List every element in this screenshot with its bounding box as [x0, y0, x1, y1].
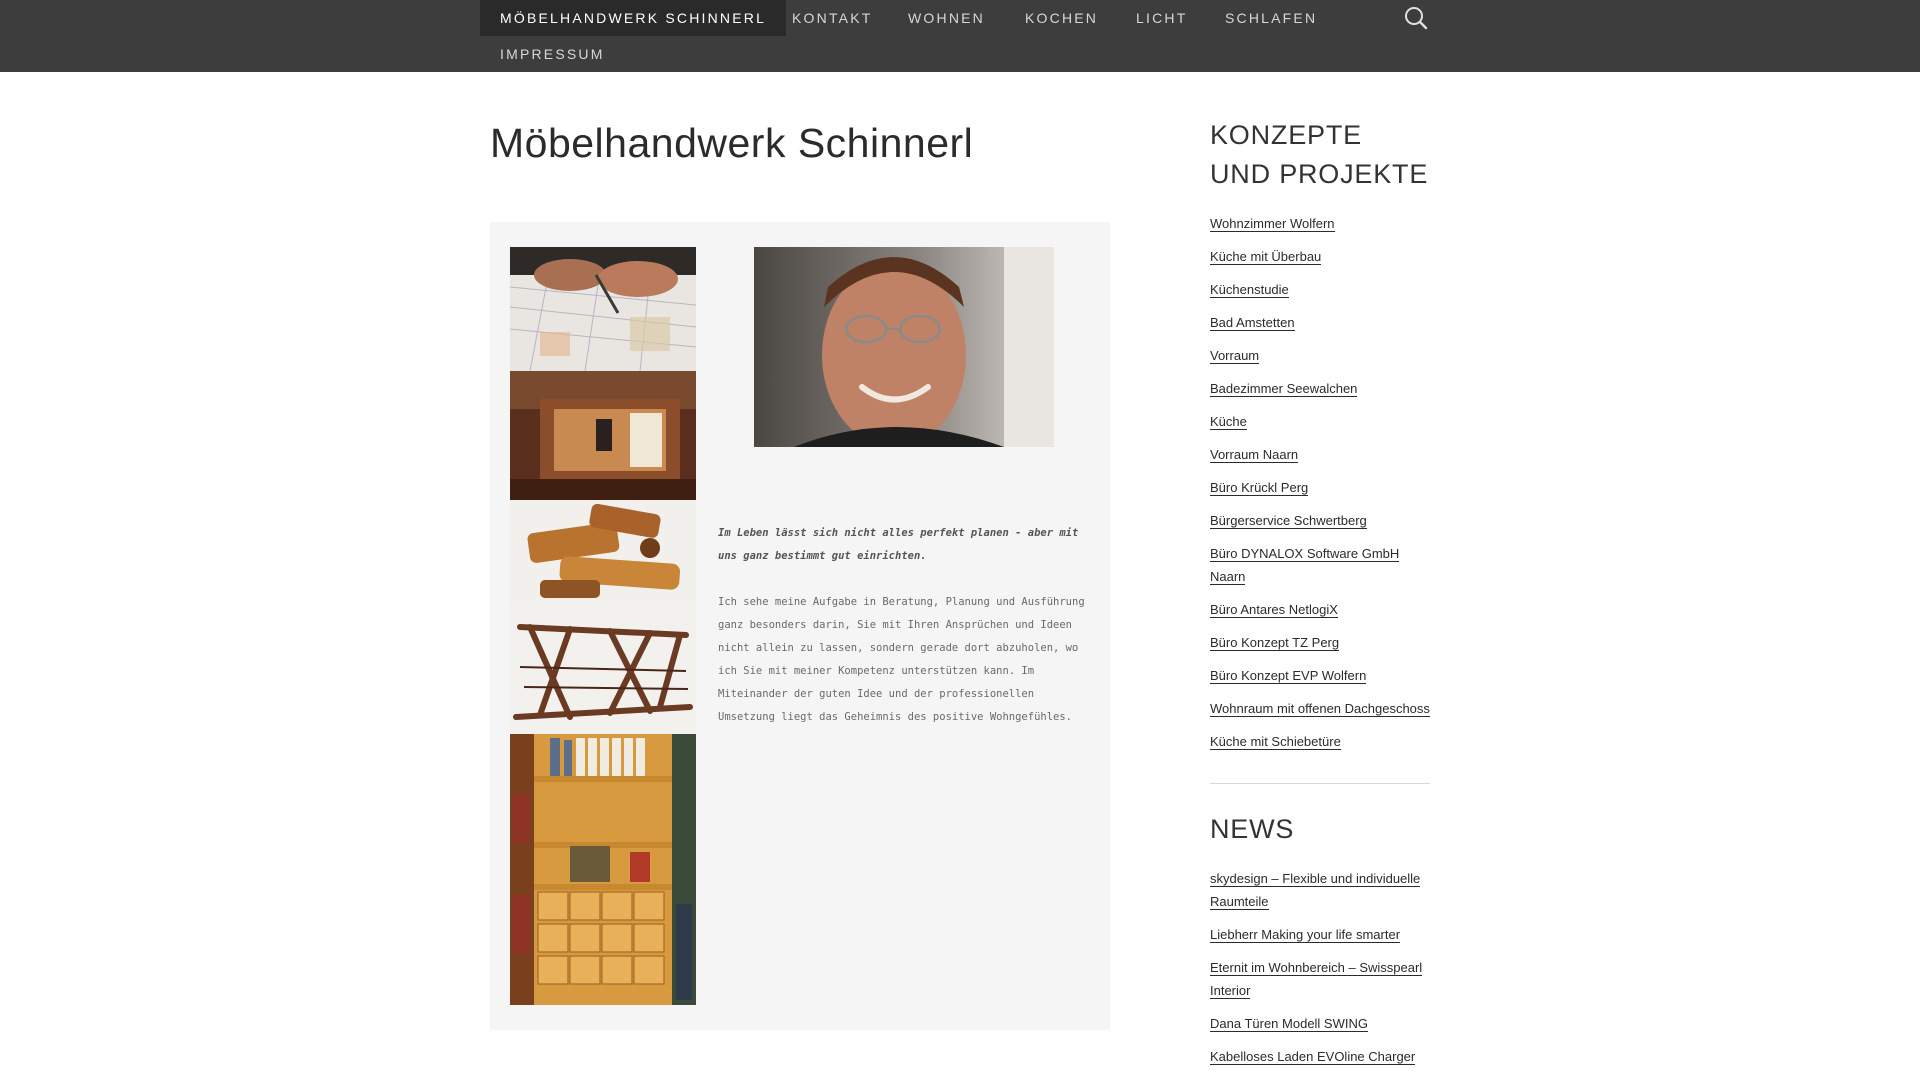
- list-item: [1210, 311, 1430, 334]
- nav-item-schlafen[interactable]: SCHLAFEN: [1225, 10, 1318, 26]
- photo-wooden-frame: [510, 607, 696, 734]
- project-link[interactable]: Küche: [1210, 414, 1247, 429]
- nav-item-licht[interactable]: LICHT: [1136, 10, 1188, 26]
- news-link[interactable]: Dana Türen Modell SWING: [1210, 1016, 1368, 1031]
- list-item: [1210, 730, 1430, 753]
- list-item: [1210, 212, 1430, 235]
- nav-item-kochen[interactable]: KOCHEN: [1025, 10, 1099, 26]
- list-item: [1210, 410, 1430, 433]
- news-link[interactable]: skydesign – Flexible und individuelle Raumteile: [1210, 871, 1421, 909]
- list-item: [1210, 542, 1430, 588]
- list-item: [1210, 344, 1430, 367]
- list-item: [1210, 509, 1430, 532]
- nav-item-impressum[interactable]: IMPRESSUM: [500, 46, 605, 62]
- list-item: [1210, 697, 1430, 720]
- list-item: [1210, 664, 1430, 687]
- news-link-list: [1210, 867, 1430, 1068]
- list-item: [1210, 923, 1430, 946]
- list-item: [1210, 867, 1430, 913]
- sidebar: [1210, 116, 1430, 1078]
- search-icon: [1403, 5, 1429, 31]
- project-link[interactable]: Büro DYNALOX Software GmbH Naarn: [1210, 546, 1400, 584]
- projects-link-list: [1210, 212, 1430, 753]
- project-link[interactable]: Vorraum: [1210, 348, 1260, 363]
- list-item: [1210, 278, 1430, 301]
- project-link[interactable]: Küche mit Überbau: [1210, 249, 1322, 264]
- project-link[interactable]: Küche mit Schiebetüre: [1210, 734, 1341, 749]
- intro-quote: Im Leben lässt sich nicht alles perfekt planen - aber mit uns ganz bestimmt gut einrichten.: [718, 527, 1079, 562]
- content-box: [490, 222, 1110, 1030]
- list-item: [1210, 245, 1430, 268]
- photo-bookshelf: [510, 734, 696, 1005]
- intro-paragraph: Ich sehe meine Aufgabe in Beratung, Planung und Ausführung ganz besonders darin, Sie mit Ihren Ansprüchen und Ideen nicht allein zu lassen, sondern gerade dort abzuholen, wo ich Sie mit meiner Kompetenz unterstützen kann. Im Miteinander der guten Idee und der professionellen Umsetzung liegt das Geheimnis des positive Wohngefühles.: [718, 596, 1085, 723]
- list-item: [1210, 1012, 1430, 1035]
- list-item: [1210, 1045, 1430, 1068]
- project-link[interactable]: Büro Antares NetlogiX: [1210, 602, 1338, 617]
- nav-item-kontakt[interactable]: KONTAKT: [792, 10, 873, 26]
- news-widget-title: NEWS: [1210, 814, 1295, 844]
- photo-planning-drawing: [510, 247, 696, 371]
- photo-hand-planes: [510, 500, 696, 607]
- nav-item-home[interactable]: MÖBELHANDWERK SCHINNERL: [480, 0, 786, 36]
- list-item: [1210, 476, 1430, 499]
- project-link[interactable]: Badezimmer Seewalchen: [1210, 381, 1358, 396]
- news-link[interactable]: Liebherr Making your life smarter: [1210, 927, 1401, 942]
- sidebar-divider: [1210, 783, 1430, 784]
- nav-item-wohnen[interactable]: WOHNEN: [908, 10, 985, 26]
- list-item: [1210, 631, 1430, 654]
- list-item: [1210, 377, 1430, 400]
- project-link[interactable]: Büro Konzept EVP Wolfern: [1210, 668, 1367, 683]
- project-link[interactable]: Bad Amstetten: [1210, 315, 1295, 330]
- project-link[interactable]: Büro Krückl Perg: [1210, 480, 1309, 495]
- project-link[interactable]: Büro Konzept TZ Perg: [1210, 635, 1340, 650]
- list-item: [1210, 598, 1430, 621]
- project-link[interactable]: Wohnraum mit offenen Dachgeschoss: [1210, 701, 1430, 716]
- list-item: [1210, 443, 1430, 466]
- news-link[interactable]: Eternit im Wohnbereich – Swisspearl Interior: [1210, 960, 1423, 998]
- project-link[interactable]: Bürgerservice Schwertberg: [1210, 513, 1367, 528]
- project-link[interactable]: Küchenstudie: [1210, 282, 1289, 297]
- top-navigation-bar: [0, 0, 1920, 72]
- list-item: [1210, 956, 1430, 1002]
- news-link[interactable]: Kabelloses Laden EVOline Charger: [1210, 1049, 1416, 1064]
- photo-wooden-cabinet: [510, 371, 696, 500]
- search-button[interactable]: [1403, 5, 1429, 31]
- project-link[interactable]: Wohnzimmer Wolfern: [1210, 216, 1335, 231]
- projects-widget-title: KONZEPTE UND PROJEKTE: [1210, 120, 1429, 189]
- portrait-photo: [754, 247, 1054, 447]
- project-link[interactable]: Vorraum Naarn: [1210, 447, 1299, 462]
- page-title: Möbelhandwerk Schinnerl: [490, 120, 974, 166]
